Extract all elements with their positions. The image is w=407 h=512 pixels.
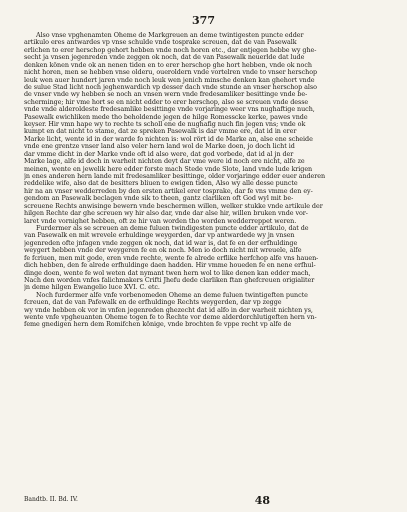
text-line: wy vnde hebben ok vor in vnfen jegenreden ghezecht dat id alfo in der warheit nichten ys, [24,306,313,314]
text-line: de vnser vnde wy hebben se noch an vnsen wern vnde fredesamliker besittinge vnde be- [24,91,308,99]
text-line: vnde ene grentze vnser land also veler hern land wol de Marke doen, jo doch licht id [24,143,295,151]
body-text [24,32,388,329]
text-line: jn deme hilgen Ewangelio luce XVI. C. etc. [24,284,160,292]
text-line: hir na an vnser wedderreden by den ersten artikel erer tosprake, dar fe vns vmme den ey- [24,187,313,195]
text-line: nicht horen, men se hebben vnse olderu, oueroldern vnde vortelren vnde to vnser herschop [24,69,318,77]
text-line: Marke lage, alfe id doch in warheit nichten deyt dar vme were id noch ere nicht, alfe ze [24,158,305,166]
text-line: Also vnse vpghenamten Oheme de Markgreuen an deme twintigesten puncte edder [36,32,304,39]
text-line: leuk wen auer hundert jaren vnde noch leuk wen jenich minsche denken kan ghehort vnde [24,76,315,84]
text-line: kumpt en dat nicht to stame, dat ze spreken Pasewalk is dar vmme ere, dat id in erer [24,128,297,136]
text-line: dich hebben, den fe alrede erfhuldinge daen hadden. Hir vmme houeden fe en nene erfhul- [24,262,316,270]
signature-mark: Bandtb. II. Bd. IV. [24,496,78,503]
text-line: de sulue Stad licht noch jeghenwardich vp desser dach vnde stunde an vnser herschop also [24,83,317,91]
text-line: Marke licht, wente id in der warde fo nichten is: wol rört id de Marke an, alse ene scheide [24,135,313,143]
text-line: artikulo eres antwardes vp vnse schulde vnde tosprake screuen, dat de van Pasewalk [24,39,297,47]
text-line: fcreuen, dat de van Pafewalk en de erfhuldinge Rechts weygerden, dar vp zegge [24,299,282,307]
text-line: secht ja vnsen jegenreden vnde zeggen ok noch, dat de van Pasewalk neuerlde dat lude [24,54,305,62]
text-line: denken könen vnde ok an nenen tiden en to erer herschop ghe hort hebben, vnde ok noch [24,61,312,69]
text-line: screuene Rechts anwisinge bewern vnde beschermen willen, welker stukke vnde artikule der [24,202,323,210]
text-line: hilgen Rechte dar ghe screuen wy hir also dar, vnde dar alse hir, willen bruken vnde vor- [24,210,308,218]
text-line: van Pasewalk en mit wrevele erhuldinge weygerden, dar vp antwardede wy jn vnsen [24,232,295,240]
text-line: erlichen to erer herschop gehort hebben vnde noch horen etc., dar entjegen hebbe wy ghe- [24,46,317,54]
text-line: jn enes anderen hern lande mit fredesamliker besittinge, older vorjaringe edder euer anderen [24,173,326,181]
text-line: Nach den worden vnfes falichmakers Crifti Jhefu dede clarliken ftan ghefcreuen origialiter [24,276,315,284]
text-line: dinge doen, wente fe wol weten dat nymant twen hern wol to like denen kan edder mach, [24,269,311,277]
text-line: meinen, wente en jewelik here edder forste mach Stede vnde Slote, land vnde lude krigen [24,165,313,173]
text-line: keyser. Hir vmn hape wy to rechte ts scholl ene de nughafig nuch fin jegen vns; vnde ok [24,121,306,129]
text-line: wente vnfe vpgheuanten Oheme togen fe to Rechte vor deme alderdorchlutigeften hern vn- [24,314,317,322]
sheet-number: 48 [254,494,270,507]
text-line: weygert hebben vnde der weygeren fe en ok noch. Men io doch nicht mit wreuele, alfe [24,247,302,255]
text-line: Noch furdermer alfe vnfe vorbenomeden Oheme an deme fuluen twintigeften puncte [36,291,308,299]
text-line: vnde vnde alderoldeste fredesamlike besittinge vnde vorjaringe weer vns nughaftige nuch, [24,106,315,114]
text-line: laret vnde vornighet hebben, oft ze hir van worden tho worden wedderreppet weren. [24,217,297,225]
text-line: Pasewalk ewichliken mede tho beholdende jegen de hilge Romesscke kerke, pawes vnde [24,113,308,121]
text-line: fe fcriuen, men mit gode, eren vnde rechte, wente fe alrede erflike herfchop alfe vns hauen- [24,254,319,262]
text-line: jegenreden ofte jnfagen vnde zeggen ok noch, dat id war is, dat fe en der erfhuldinge [24,239,298,247]
text-line: feme gnedigen hern dem Romifchen könige, vnde brochten fe vppe recht vp alfe de [24,321,292,329]
text-line: scherminge; hir vme hort se en nicht edder to erer herschop, also se screuen vnde desse [24,98,309,106]
text-line: Furdermer als se screuen an deme fuluen twindigesten puncte edder artikulo, dat de [36,224,309,232]
page-number: 377 [192,14,215,27]
text-line: reddelike wife, also dat de besitters bliuen to ewigen tiden, Also wy alle desse puncte [24,180,298,188]
text-line: dar vmme dicht in der Marke vnde oft id also were, dat god vorbede, dat id al jn der [24,150,294,158]
text-line: gendom an Pasewalk beclagen vnde sik to theen, gantz clarliken oft God wyl mit be- [24,195,294,203]
